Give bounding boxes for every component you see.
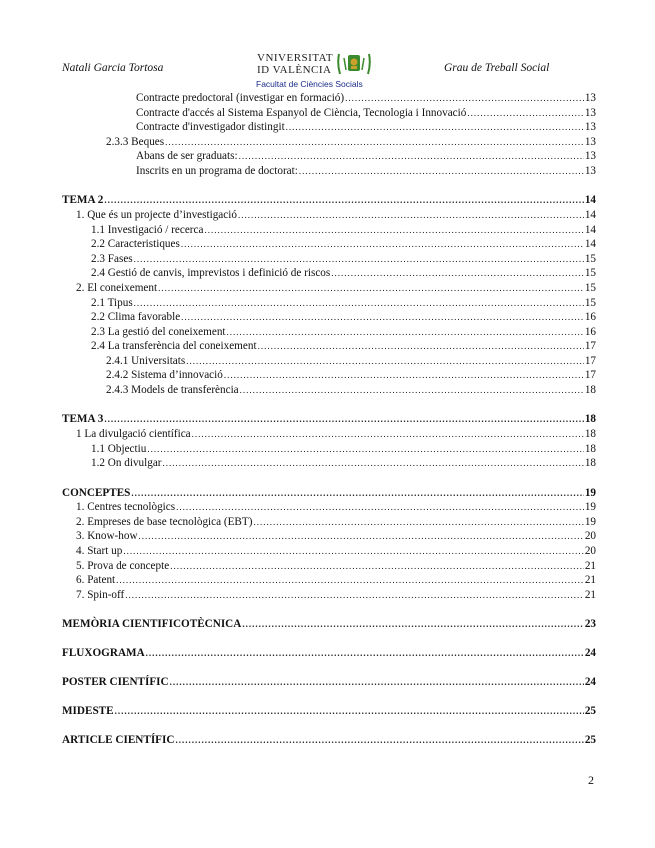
toc-entry[interactable]: 2.4.3 Models de transferència ..... 18 — [62, 383, 596, 398]
toc-entry[interactable]: 3. Know-how ..... 20 — [62, 529, 596, 544]
toc-entry[interactable]: 2.4.1 Universitats ..... 17 — [62, 354, 596, 369]
toc-entry[interactable]: 1.1 Objectiu ..... 18 — [62, 442, 596, 457]
author-name: Natali Garcia Tortosa — [62, 62, 164, 74]
toc-entry[interactable]: 2.2 Caracteristiques ..... 14 — [62, 237, 596, 252]
toc-entry[interactable]: 4. Start up ..... 20 — [62, 544, 596, 559]
toc-entry[interactable]: 2.1 Tipus ..... 15 — [62, 296, 596, 311]
toc-entry[interactable]: Contracte d'investigador distingit ..... 13 — [62, 120, 596, 135]
toc-entry[interactable]: 1. Que és un projecte d’investigació ..... 14 — [62, 208, 596, 223]
university-emblem-icon — [336, 52, 372, 76]
toc-heading-memoria[interactable]: MEMÒRIA CIENTIFICOTÈCNICA ..... 23 — [62, 617, 596, 632]
degree-name: Grau de Treball Social — [444, 62, 550, 74]
toc-heading-article[interactable]: ARTICLE CIENTÍFIC ..... 25 — [62, 733, 596, 748]
toc-entry[interactable]: 6. Patent ..... 21 — [62, 573, 596, 588]
toc-heading-mideste[interactable]: MIDESTE ..... 25 — [62, 704, 596, 719]
toc-entry[interactable]: 1.1 Investigació / recerca ..... 14 — [62, 223, 596, 238]
toc-heading-poster[interactable]: POSTER CIENTÍFIC ..... 24 — [62, 675, 596, 690]
toc-entry[interactable]: 2. Empreses de base tecnològica (EBT) ..... 19 — [62, 515, 596, 530]
toc-entry[interactable]: Contracte predoctoral (investigar en formació) ..... 13 — [62, 91, 596, 106]
toc-entry[interactable]: 2.2 Clima favorable ..... 16 — [62, 310, 596, 325]
toc-entry[interactable]: 1 La divulgació científica ..... 18 — [62, 427, 596, 442]
page-header — [0, 52, 655, 92]
toc-entry[interactable]: 2.4 Gestió de canvis, imprevistos i definició de riscos ..... 15 — [62, 266, 596, 281]
table-of-contents — [62, 91, 596, 748]
logo-university-text: VNIVERSITAT — [257, 52, 334, 64]
toc-heading-tema-3[interactable]: TEMA 3 ..... 18 — [62, 412, 596, 427]
toc-entry[interactable]: 2.3.3 Beques ..... 13 — [62, 135, 596, 150]
toc-entry[interactable]: 1.2 On divulgar ..... 18 — [62, 456, 596, 471]
logo-city-text: ID VALÈNCIA — [257, 64, 332, 76]
toc-entry[interactable]: 2.3 Fases ..... 15 — [62, 252, 596, 267]
page-number: 2 — [588, 773, 594, 787]
toc-heading-fluxograma[interactable]: FLUXOGRAMA ..... 24 — [62, 646, 596, 661]
toc-heading-tema-2[interactable]: TEMA 2 ..... 14 — [62, 193, 596, 208]
toc-entry[interactable]: 2. El coneixement ..... 15 — [62, 281, 596, 296]
toc-entry[interactable]: Abans de ser graduats: ..... 13 — [62, 149, 596, 164]
toc-entry[interactable]: 1. Centres tecnològics ..... 19 — [62, 500, 596, 515]
toc-entry[interactable]: 5. Prova de concepte ..... 21 — [62, 559, 596, 574]
toc-heading-conceptes[interactable]: CONCEPTES ..... 19 — [62, 486, 596, 501]
logo-faculty-text: Facultat de Ciències Socials — [256, 79, 363, 89]
toc-entry[interactable]: 7. Spin-off ..... 21 — [62, 588, 596, 603]
toc-entry[interactable]: 2.4.2 Sistema d’innovació ..... 17 — [62, 368, 596, 383]
toc-entry[interactable]: Contracte d'accés al Sistema Espanyol de Ciència, Tecnologia i Innovació ..... 13 — [62, 106, 596, 121]
toc-entry[interactable]: 2.4 La transferència del coneixement ..... 17 — [62, 339, 596, 354]
toc-entry[interactable]: Inscrits en un programa de doctorat: ..... 13 — [62, 164, 596, 179]
university-logo — [254, 52, 384, 90]
toc-entry[interactable]: 2.3 La gestió del coneixement ..... 16 — [62, 325, 596, 340]
